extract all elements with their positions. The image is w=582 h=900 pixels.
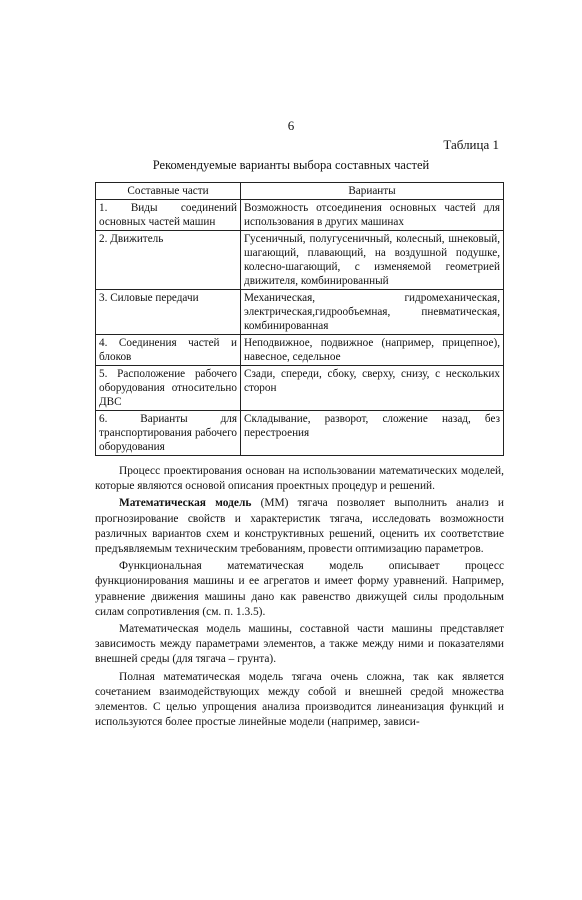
table-header-row — [96, 183, 504, 200]
column-header-parts: Составные части — [96, 183, 241, 200]
paragraph-design-process: Процесс проектирования основан на использовании математических моделей, которые являются основой описания проектных процедур и решений. — [95, 465, 504, 493]
components-table — [95, 182, 504, 456]
table-cell-part: 4. Соединения частей и блоков — [96, 335, 241, 366]
paragraph-functional-model: Функциональная математическая модель описывает процесс функционирования машины и ее агрегатов и имеет форму уравнений. Например, уравнение движения машины дано как равенство движущей силы продольным силам сопротивления (см. п. 1.3.5). — [95, 560, 504, 618]
table-cell-variants: Сзади, спереди, сбоку, сверху, снизу, с нескольких сторон — [241, 366, 504, 411]
paragraph-math-model-definition — [95, 496, 504, 557]
table-label: Таблица 1 — [443, 137, 499, 152]
paragraph-full-model: Полная математическая модель тягача очень сложна, так как является сочетанием взаимодействующих между собой и внешней средой множества элементов. С целью упрощения анализа производится линеанизация функций и используются более простые линейные модели (например, зависи- — [95, 670, 504, 729]
table-row — [96, 231, 504, 290]
paragraph-math-model-text: (ММ) тягача позволяет выполнить анализ и прогнозирование свойств и характеристик тягача, исследовать возможности различных вариантов схем и конструктивных решений, оценить их соответствие предъявляемым техническим требованиям, провести оптимизацию параметров. — [95, 497, 504, 556]
table-cell-part: 2. Движитель — [96, 231, 241, 290]
table-cell-variants: Складывание, разворот, сложение назад, без перестроения — [241, 411, 504, 456]
term-math-model: Математическая модель — [119, 497, 252, 510]
table-caption: Рекомендуемые варианты выбора составных частей — [152, 158, 430, 172]
body-text — [95, 464, 504, 732]
paragraph-machine-model: Математическая модель машины, составной части машины представляет зависимость между параметрами элементов, а также между ними и показателями внешней среды (для тягача – грунта). — [95, 623, 504, 666]
page-number: 6 — [287, 118, 295, 133]
table-cell-variants: Неподвижное, подвижное (например, прицепное), навесное, седельное — [241, 335, 504, 366]
table-cell-part: 1. Виды соединений основных частей машин — [96, 200, 241, 231]
table-cell-part: 6. Варианты для транспортирования рабочего оборудования — [96, 411, 241, 456]
table-row — [96, 411, 504, 456]
table-cell-part: 3. Силовые передачи — [96, 290, 241, 335]
table-cell-part: 5. Расположение рабочего оборудования относительно ДВС — [96, 366, 241, 411]
column-header-variants: Варианты — [241, 183, 504, 200]
table-cell-variants: Механическая, гидромеханическая, электрическая,гидрообъемная, пневматическая, комбинированная — [241, 290, 504, 335]
table-cell-variants: Гусеничный, полугусеничный, колесный, шнековый, шагающий, плавающий, на воздушной подушке, колесно-шагающий, с изменяемой геометрией движителя, комбинированный — [241, 231, 504, 290]
table-row — [96, 366, 504, 411]
table-row — [96, 200, 504, 231]
table-row — [96, 290, 504, 335]
table-cell-variants: Возможность отсоединения основных частей для использования в других машинах — [241, 200, 504, 231]
table-row — [96, 335, 504, 366]
